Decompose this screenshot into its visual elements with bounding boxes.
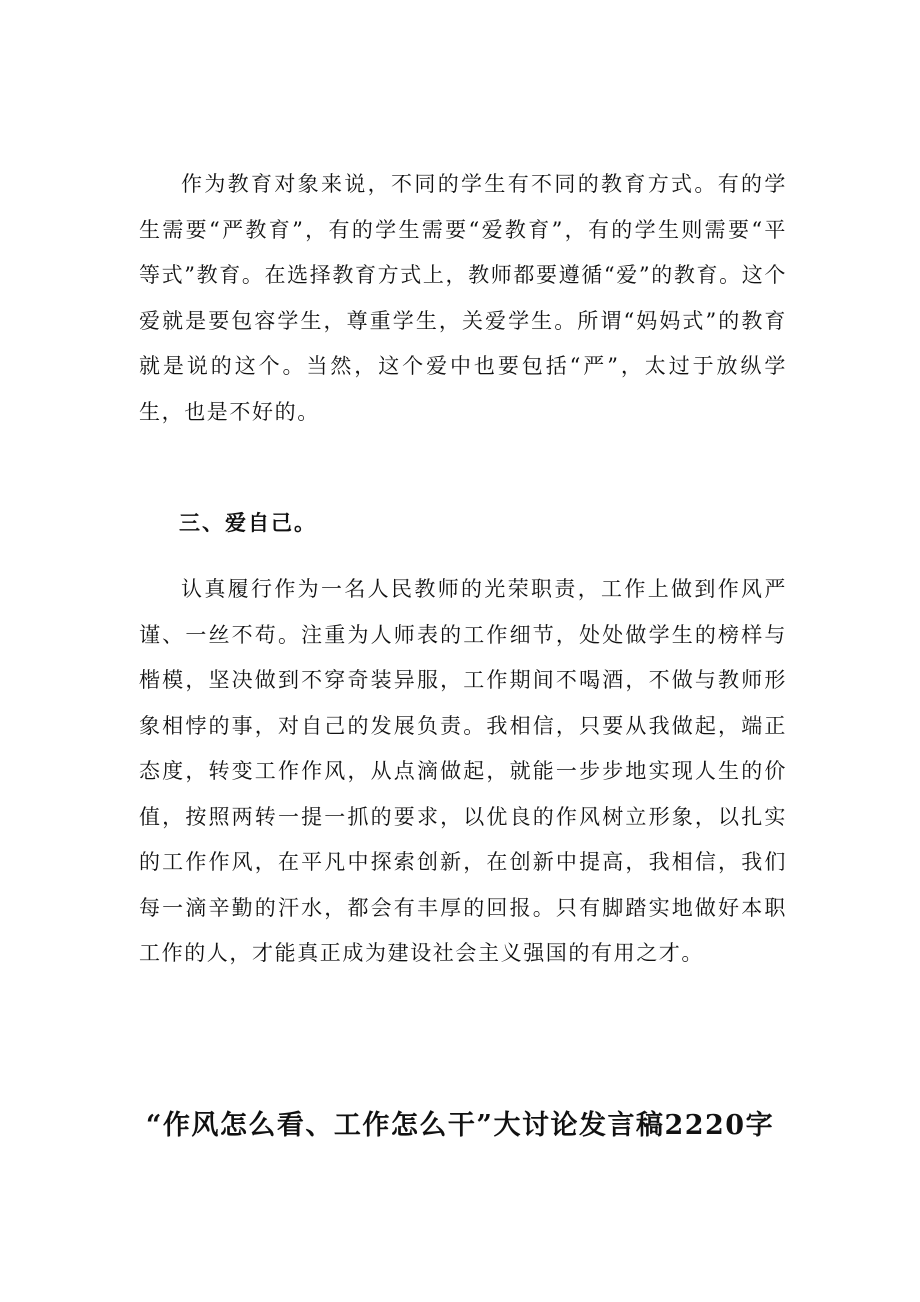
body-paragraph-2: 认真履行作为一名人民教师的光荣职责，工作上做到作风严谨、一丝不苟。注重为人师表的工作细节，处处做学生的榜样与楷模，坚决做到不穿奇装异服，工作期间不喝酒，不做与教师形象相悖的事，对自己的发展负责。我相信，只要从我做起，端正态度，转变工作作风，从点滴做起，就能一步步地实现人生的价值，按照两转一提一抓的要求，以优良的作风树立形象，以扎实的工作作风，在平凡中探索创新，在创新中提高，我相信，我们每一滴辛勤的汗水，都会有丰厚的回报。只有脚踏实地做好本职工作的人，才能真正成为建设社会主义强国的有用之才。 [139,577,787,965]
body-paragraph-1: 作为教育对象来说，不同的学生有不同的教育方式。有的学生需要“严教育”，有的学生需要“爱教育”，有的学生则需要“平等式”教育。在选择教育方式上，教师都要遵循“爱”的教育。这个爱就是要包容学生，尊重学生，关爱学生。所谓“妈妈式”的教育就是说的这个。当然，这个爱中也要包括“严”，太过于放纵学生，也是不好的。 [139,172,787,424]
document-title: “作风怎么看、工作怎么干”大讨论发言稿2220字 [145,1110,775,1141]
section-heading: 三、爱自己。 [179,510,317,535]
